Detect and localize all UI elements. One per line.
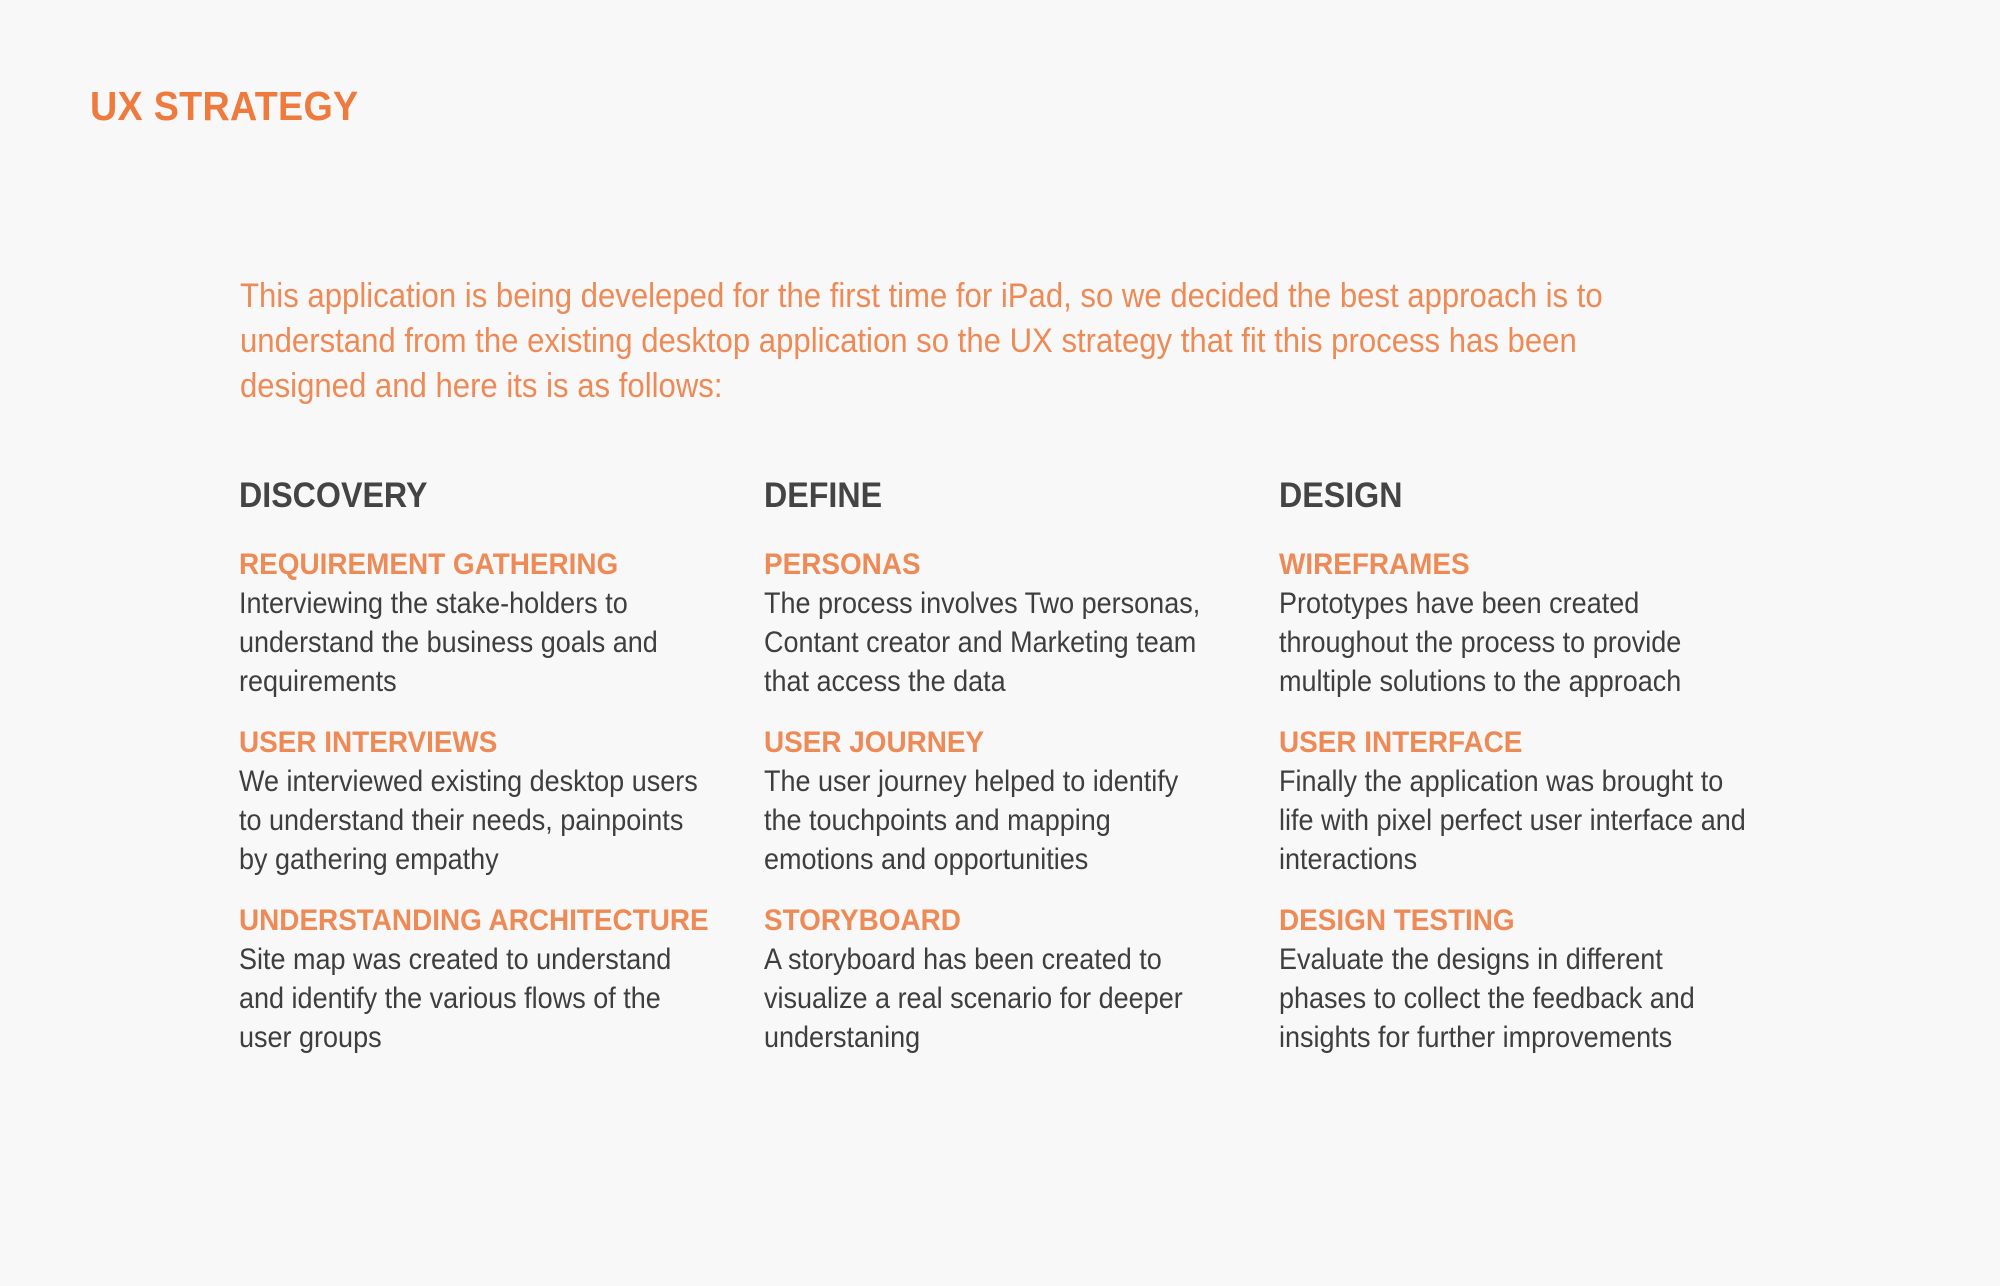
strategy-item — [1279, 902, 1809, 1057]
item-title: PERSONAS — [764, 548, 921, 581]
item-title: UNDERSTANDING ARCHITECTURE — [239, 904, 709, 937]
page-title: UX STRATEGY — [90, 83, 359, 129]
item-title: USER INTERFACE — [1279, 726, 1523, 759]
item-description: We interviewed existing desktop users to understand their needs, painpoints by gathering empathy — [239, 765, 698, 876]
strategy-item — [239, 724, 749, 879]
item-description: Prototypes have been created throughout the process to provide multiple solutions to the approach — [1279, 587, 1682, 698]
item-description: Evaluate the designs in different phases to collect the feedback and insights for further improvements — [1279, 943, 1695, 1054]
item-description: Site map was created to understand and identify the various flows of the user groups — [239, 943, 672, 1054]
strategy-item — [764, 902, 1274, 1057]
item-title: DESIGN TESTING — [1279, 904, 1515, 937]
column-design — [1279, 474, 1809, 1080]
strategy-item — [1279, 724, 1809, 879]
strategy-item — [1279, 546, 1809, 701]
item-description: The process involves Two personas, Contant creator and Marketing team that access the data — [764, 587, 1201, 698]
item-description: The user journey helped to identify the touchpoints and mapping emotions and opportunities — [764, 765, 1179, 876]
item-title: STORYBOARD — [764, 904, 961, 937]
strategy-item — [764, 724, 1274, 879]
column-heading: DESIGN — [1279, 476, 1403, 515]
strategy-item — [239, 902, 749, 1057]
strategy-item — [239, 546, 749, 701]
column-discovery — [239, 474, 749, 1080]
item-title: WIREFRAMES — [1279, 548, 1470, 581]
column-define — [764, 474, 1274, 1080]
item-title: USER INTERVIEWS — [239, 726, 498, 759]
strategy-item — [764, 546, 1274, 701]
item-description: Finally the application was brought to life with pixel perfect user interface and interactions — [1279, 765, 1746, 876]
item-description: Interviewing the stake-holders to understand the business goals and requirements — [239, 587, 658, 698]
item-title: REQUIREMENT GATHERING — [239, 548, 619, 581]
item-title: USER JOURNEY — [764, 726, 985, 759]
intro-paragraph: This application is being develeped for the first time for iPad, so we decided the best approach is to understand from the existing desktop application so the UX strategy that fit this process has been designed and here its is as follows: — [240, 277, 1603, 405]
column-heading: DISCOVERY — [239, 476, 428, 515]
item-description: A storyboard has been created to visualize a real scenario for deeper understaning — [764, 943, 1183, 1054]
column-heading: DEFINE — [764, 476, 883, 515]
